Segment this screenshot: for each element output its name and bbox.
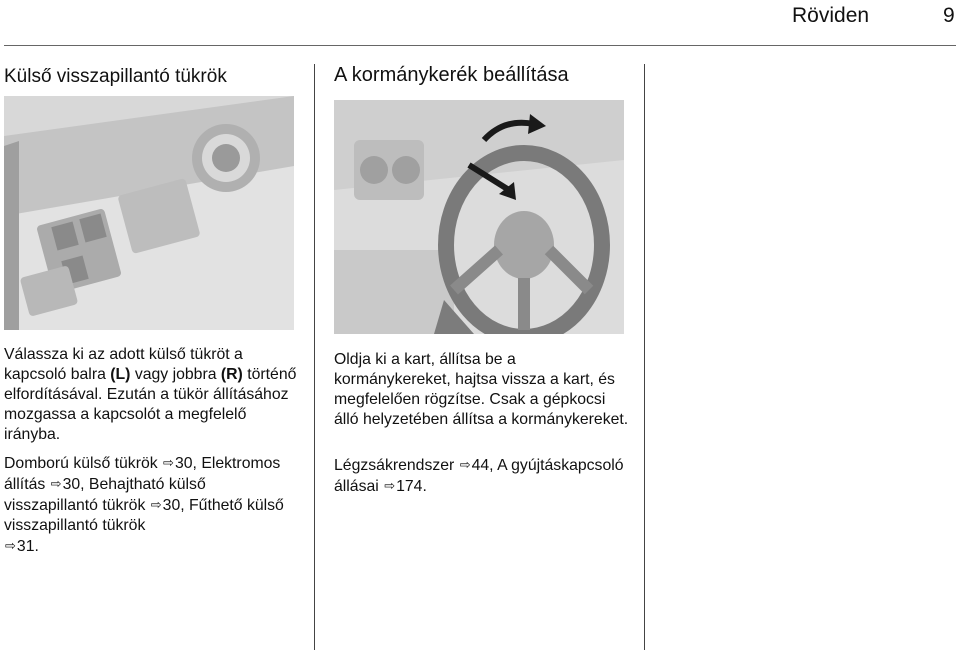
page-ref-arrow-icon: ⇨ (163, 455, 174, 470)
steering-wheel-photo (334, 100, 624, 334)
mirror-instruction-paragraph (4, 345, 304, 445)
column-divider (314, 64, 315, 650)
mirror-text-1: Válassza ki az adott külső tükröt a kapcsoló balra (4, 346, 243, 383)
ref-page-31[interactable]: 31. (16, 538, 39, 555)
steering-references-paragraph (334, 455, 634, 497)
ref-page-44[interactable]: 44, A gyújtáskapcsoló állásai (334, 457, 624, 495)
ref-page-30b[interactable]: 30, Behajtható külső visszapillantó tükrök (4, 476, 206, 514)
mirror-references-paragraph (4, 453, 304, 557)
page-number: 9 (943, 4, 955, 27)
section-heading-mirrors: Külső visszapillantó tükrök (4, 66, 227, 87)
page-ref-arrow-icon: ⇨ (150, 497, 162, 512)
left-marker: (L) (110, 366, 131, 383)
right-marker: (R) (220, 366, 243, 383)
running-header-title: Röviden (792, 4, 870, 27)
section-heading-steering: A kormánykerék beállítása (334, 64, 569, 86)
ref-airbag-system[interactable]: Légzsákrendszer (334, 457, 455, 474)
mirror-switch-photo (4, 96, 294, 330)
header-divider (4, 45, 956, 46)
mirror-text-3: történő elfordításával. Ezután a tükör állításához mozgassa a kapcsolót a megfelelő irányba. (4, 366, 297, 443)
steering-instruction-paragraph: Oldja ki a kart, állítsa be a kormánykereket, hajtsa vissza a kart, és megfelelően rögzítse. Csak a gépkocsi álló helyzetében állítsa a kormánykereket. (334, 351, 629, 428)
ref-page-174[interactable]: 174. (396, 478, 427, 495)
page-ref-arrow-icon: ⇨ (5, 538, 16, 553)
page-ref-arrow-icon: ⇨ (50, 476, 62, 491)
mirror-text-2: vagy jobbra (130, 366, 221, 383)
page-ref-arrow-icon: ⇨ (459, 457, 471, 472)
ref-electric-adjust[interactable]: Elektromos állítás (4, 455, 281, 493)
ref-page-30c[interactable]: 30, Fűthető külső visszapillantó tükrök (4, 497, 284, 534)
column-divider-right (644, 64, 645, 650)
page-ref-arrow-icon: ⇨ (384, 478, 396, 493)
ref-page-30a[interactable]: 30, (174, 455, 197, 472)
ref-convex-mirrors[interactable]: Domború külső tükrök (4, 455, 158, 472)
